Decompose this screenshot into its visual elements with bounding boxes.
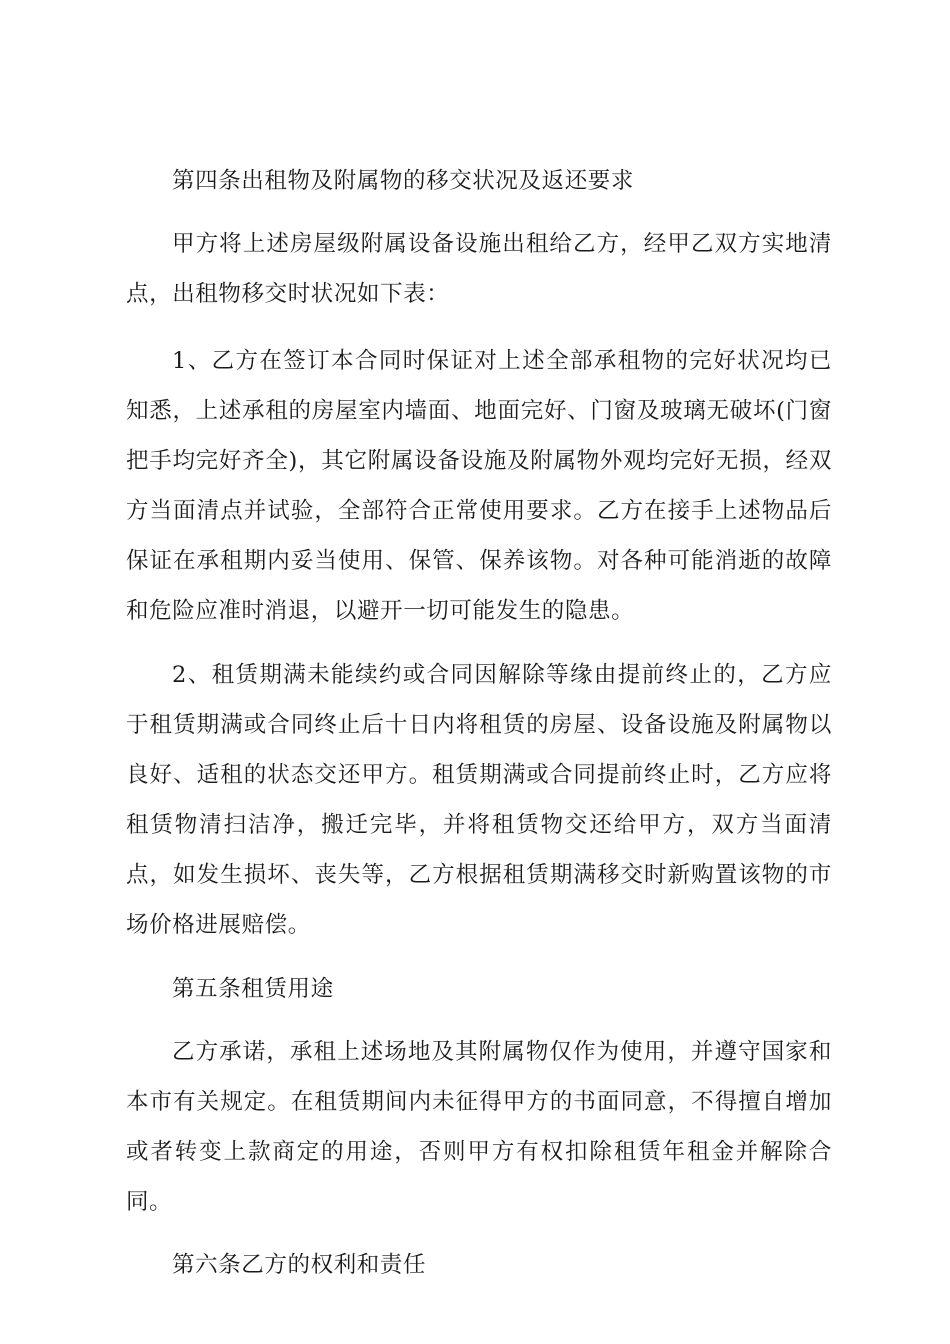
article-5-body: 乙方承诺，承租上述场地及其附属物仅作为使用，并遵守国家和本市有关规定。在租赁期间内未征得甲方的书面同意，不得擅自增加或者转变上款商定的用途，否则甲方有权扣除租赁年租金并解除合同。 <box>126 1039 832 1215</box>
article-4-item-1: 1、乙方在签订本合同时保证对上述全部承租物的完好状况均已知悉，上述承租的房屋室内墙面、地面完好、门窗及玻璃无破坏(门窗把手均完好齐全)，其它附属设备设施及附属物外观均完好无损，经双方当面清点并试验，全部符合正常使用要求。乙方在接手上述物品后保证在承租期内妥当使用、保管、保养该物。对各种可能消逝的故障和危险应准时消退，以避开一切可能发生的隐患。 <box>126 348 832 624</box>
article-6-heading: 第六条乙方的权利和责任 <box>172 1252 427 1278</box>
contract-text <box>126 168 832 1290</box>
article-4-item-2: 2、租赁期满未能续约或合同因解除等缘由提前终止的，乙方应于租赁期满或合同终止后十日内将租赁的房屋、设备设施及附属物以良好、适租的状态交还甲方。租赁期满或合同提前终止时，乙方应将租赁物清扫洁净，搬迁完毕，并将租赁物交还给甲方，双方当面清点，如发生损坏、丧失等，乙方根据租赁期满移交时新购置该物的市场价格进展赔偿。 <box>126 662 832 938</box>
article-4-intro: 甲方将上述房屋级附属设备设施出租给乙方，经甲乙双方实地清点，出租物移交时状况如下表： <box>126 231 832 307</box>
article-4-heading: 第四条出租物及附属物的移交状况及返还要求 <box>172 168 635 194</box>
article-5-heading: 第五条租赁用途 <box>172 976 334 1002</box>
